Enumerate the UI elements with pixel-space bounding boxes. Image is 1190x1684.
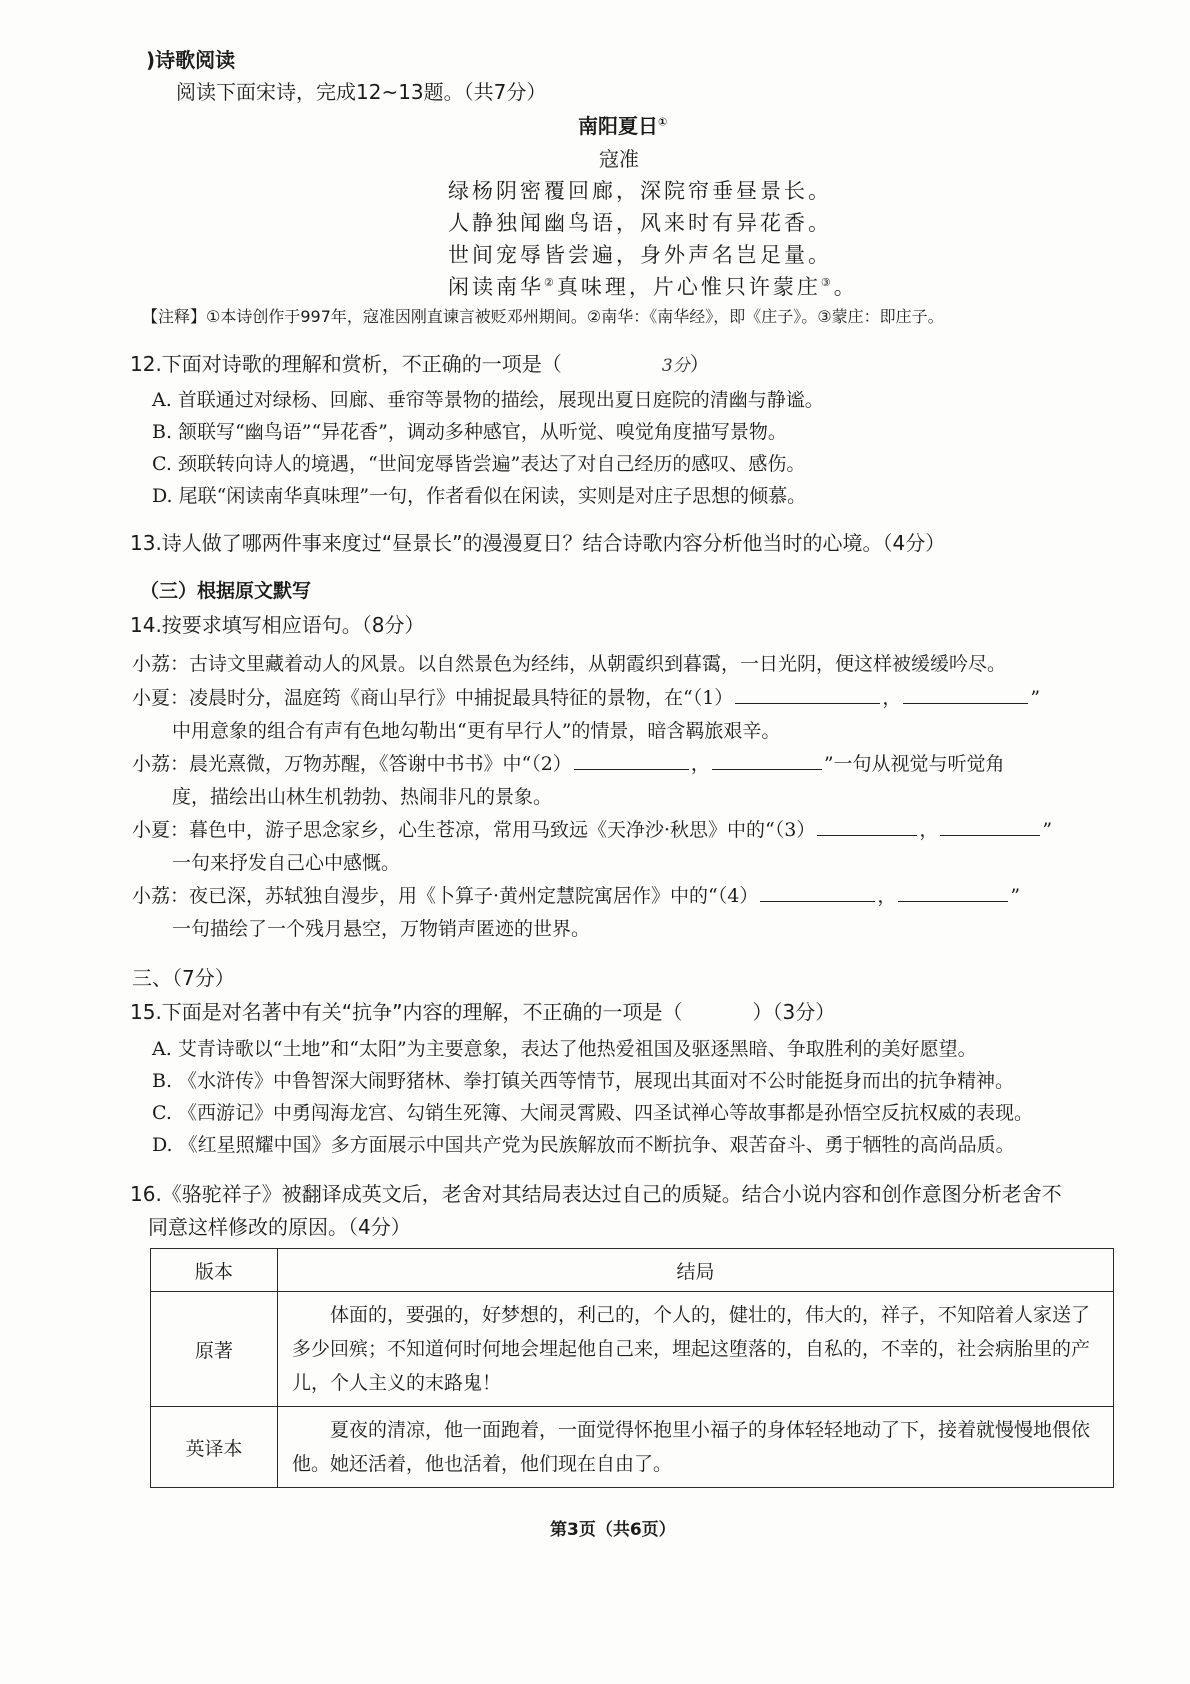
poem-title [578, 110, 667, 139]
table-row [151, 1407, 1114, 1488]
table-header-version: 版本 [151, 1249, 278, 1292]
poem-title-text: 南阳夏日 [578, 114, 658, 138]
table-header-ending: 结局 [278, 1249, 1114, 1292]
q14-blank-4a[interactable] [760, 900, 875, 902]
table-row [151, 1292, 1114, 1407]
q14-blank-2a[interactable] [574, 768, 689, 770]
poem-note-2: ② [544, 276, 557, 289]
poem-note-3: ③ [820, 276, 834, 289]
q15-stem [130, 996, 835, 1025]
q14-blank-1b[interactable] [903, 702, 1028, 704]
q15-option-d: D. 《红星照耀中国》多方面展示中国共产党为民族解放而不断抗争、艰苦奋斗、勇于牺牲的高尚品质。 [152, 1134, 1015, 1156]
poem-line-1: 绿杨阴密覆回廊，深院帘垂昼景长。 [448, 179, 832, 203]
q13-stem: 13.诗人做了哪两件事来度过“昼景长”的漫漫夏日？结合诗歌内容分析他当时的心境。（4分） [130, 531, 946, 555]
q14-p4-text: 小夏：暮色中，游子思念家乡，心生苍凉，常用马致远《天净沙·秋思》中的“（3） [132, 819, 816, 841]
q14-paragraph-3 [132, 749, 1005, 776]
q14-p2-text: 小夏：凌晨时分，温庭筠《商山早行》中捕捉最具特征的景物，在“（1） [132, 687, 734, 709]
poem-line-2: 人静独闻幽鸟语，风来时有异花香。 [448, 211, 832, 235]
q14-blank-2b[interactable] [712, 768, 822, 770]
q15-option-b: B. 《水浒传》中鲁智深大闹野猪林、拳打镇关西等情节，展现出其面对不公时能挺身而出的抗争精神。 [152, 1070, 1015, 1092]
table-cell-ending: 体面的，要强的，好梦想的，利己的，个人的，健壮的，伟大的，祥子，不知陪着人家送了多少回殡；不知道何时何地会埋起他自己来，埋起这堕落的，自私的，不幸的，社会病胎里的产儿，个人主义的末路鬼！ [278, 1292, 1114, 1407]
poem-line-3: 世间宠辱皆尝遍，身外声名岂足量。 [448, 243, 832, 267]
q14-p3-close: ”一句从视觉与听觉角 [823, 753, 1005, 775]
poem-author: 寇准 [599, 147, 639, 171]
table-cell-version: 英译本 [151, 1407, 278, 1488]
q14-paragraph-1: 小荔：古诗文里藏着动人的风景。以自然景色为经纬，从朝霞织到暮霭，一日光阴，便这样被缓缓吟尽。 [132, 653, 1007, 675]
poem-title-note: ① [658, 115, 668, 129]
q12-close-paren: ） [689, 352, 710, 376]
q12-stem [130, 348, 710, 377]
q14-blank-3a[interactable] [817, 834, 917, 836]
poem-annotation: 【注释】①本诗创作于997年，寇准因刚直谏言被贬邓州期间。②南华：《南华经》，即《庄子》。③蒙庄：即庄子。 [142, 307, 944, 326]
q14-blank-1a[interactable] [735, 702, 880, 704]
comma: ， [882, 687, 902, 709]
q14-blank-3b[interactable] [940, 834, 1040, 836]
q14-paragraph-2-cont: 中用意象的组合有声有色地勾勒出“更有早行人”的情景，暗含羁旅艰辛。 [172, 720, 781, 742]
comma: ， [877, 885, 897, 907]
poem-line-4 [448, 271, 858, 301]
q12-option-a: A. 首联通过对绿杨、回廊、垂帘等景物的描绘，展现出夏日庭院的清幽与静谧。 [152, 389, 824, 411]
q14-paragraph-4-cont: 一句来抒发自己心中感慨。 [172, 852, 401, 874]
q14-stem: 14.按要求填写相应语句。（8分） [130, 613, 425, 637]
table-cell-ending: 夏夜的清凉，他一面跑着，一面觉得怀抱里小福子的身体轻轻地动了下，接着就慢慢地偎依他。她还活着，他也活着，他们现在自由了。 [278, 1407, 1114, 1488]
q12-option-b: B. 颔联写“幽鸟语”“异花香”，调动多种感官，从听觉、嗅觉角度描写景物。 [152, 421, 787, 443]
poetry-instruction: 阅读下面宋诗，完成12~13题。（共7分） [176, 80, 547, 104]
q14-p2-close: ” [1030, 687, 1041, 709]
section-three-title: 三、（7分） [132, 966, 235, 990]
q15-stem-text: 15.下面是对名著中有关“抗争”内容的理解，不正确的一项是（ [130, 1000, 683, 1024]
section-title-poetry: )诗歌阅读 [146, 48, 236, 72]
q12-option-d: D. 尾联“闲读南华真味理”一句，作者看似在闲读，实则是对庄子思想的倾慕。 [152, 485, 807, 507]
q16-stem-line1: 16.《骆驼祥子》被翻译成英文后，老舍对其结局表达过自己的质疑。结合小说内容和创作意图分析老舍不 [130, 1182, 1062, 1206]
q15-option-c: C. 《西游记》中勇闯海龙宫、勾销生死簿、大闹灵霄殿、四圣试禅心等故事都是孙悟空反抗权威的表现。 [152, 1102, 1033, 1124]
q16-stem-line2: 同意这样修改的原因。（4分） [148, 1215, 411, 1239]
q15-option-a: A. 艾青诗歌以“土地”和“太阳”为主要意象，表达了他热爱祖国及驱逐黑暗、争取胜利的美好愿望。 [152, 1038, 977, 1060]
table-header-row [151, 1249, 1114, 1292]
page-footer: 第3页（共6页） [550, 1520, 676, 1540]
q12-handwritten-score: 3分 [661, 356, 690, 376]
q14-p5-text: 小荔：夜已深，苏轼独自漫步，用《卜算子·黄州定慧院寓居作》中的“（4） [132, 885, 759, 907]
q14-p3-text: 小荔：晨光熹微，万物苏醒，《答谢中书书》中“（2） [132, 753, 572, 775]
q12-option-c: C. 颈联转向诗人的境遇，“世间宠辱皆尝遍”表达了对自己经历的感叹、感伤。 [152, 453, 806, 475]
q16-table [150, 1248, 1114, 1488]
comma: ， [690, 753, 710, 775]
q14-paragraph-5 [132, 881, 1020, 908]
q14-paragraph-4 [132, 815, 1052, 842]
q14-p5-close: ” [1010, 885, 1021, 907]
poem-line-4-end: 。 [833, 275, 858, 299]
table-cell-version: 原著 [151, 1292, 278, 1407]
poem-line-4-part1: 闲读南华 [448, 275, 544, 299]
q14-paragraph-2 [132, 683, 1040, 710]
section-title-recite: （三）根据原文默写 [140, 580, 312, 602]
q14-paragraph-5-cont: 一句描绘了一个残月悬空，万物销声匿迹的世界。 [172, 918, 591, 940]
q12-stem-text: 12.下面对诗歌的理解和赏析，不正确的一项是（ [130, 352, 562, 376]
q14-paragraph-3-cont: 度，描绘出山林生机勃勃、热闹非凡的景象。 [172, 786, 553, 808]
q14-p4-close: ” [1042, 819, 1053, 841]
q14-blank-4b[interactable] [898, 900, 1008, 902]
poem-line-4-part2: 真味理，片心惟只许蒙庄 [556, 275, 821, 299]
q15-close: ）（3分） [752, 1000, 836, 1024]
comma: ， [919, 819, 939, 841]
